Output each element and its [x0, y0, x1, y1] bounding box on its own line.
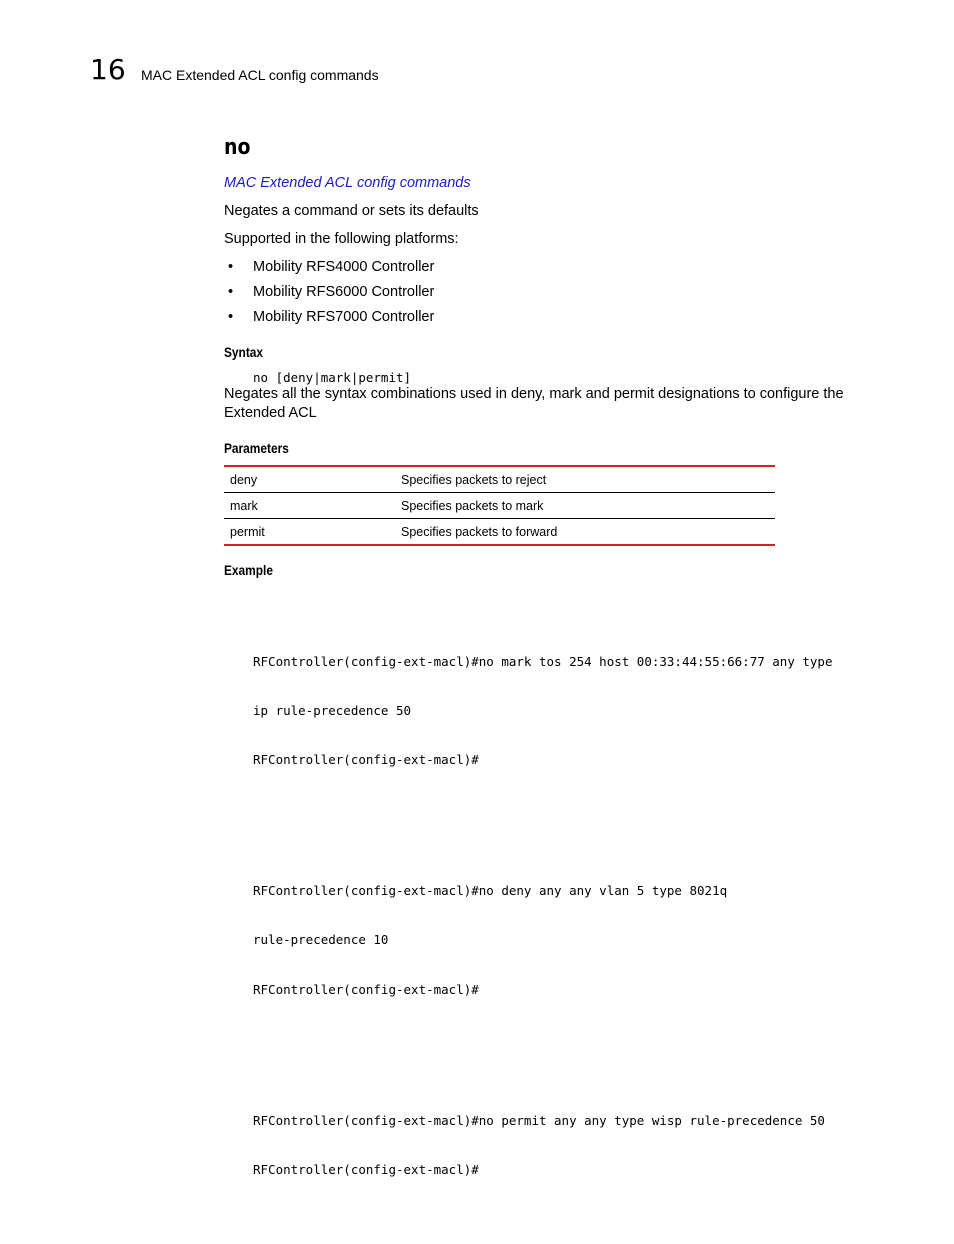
example-heading: Example	[224, 562, 273, 578]
param-name: mark	[224, 493, 395, 519]
code-line: RFController(config-ext-macl)#no mark tos 254 host 00:33:44:55:66:77 any type	[253, 653, 833, 669]
param-description: Specifies packets to reject	[401, 472, 547, 487]
list-item	[224, 283, 434, 308]
platforms-intro: Supported in the following platforms:	[224, 231, 459, 247]
platform-label: Mobility RFS6000 Controller	[253, 284, 435, 300]
param-name: deny	[230, 472, 258, 487]
page-title: no	[224, 135, 251, 160]
code-line: ip rule-precedence 50	[253, 702, 412, 718]
parameters-table	[224, 465, 775, 546]
parameters-heading: Parameters	[224, 440, 289, 456]
code-line: RFController(config-ext-macl)#	[253, 981, 479, 997]
example-group	[253, 621, 832, 801]
param-name: permit	[224, 519, 395, 546]
code-line: RFController(config-ext-macl)#no deny any any vlan 5 type 8021q	[253, 883, 728, 899]
platform-label: Mobility RFS7000 Controller	[253, 309, 435, 325]
code-line: RFController(config-ext-macl)#	[253, 1162, 479, 1178]
list-item	[224, 308, 434, 333]
table-row	[224, 493, 775, 519]
chapter-number: 16	[90, 53, 126, 86]
syntax-code: no [deny|mark|permit]	[253, 370, 412, 385]
command-description: Negates a command or sets its defaults	[224, 203, 479, 219]
code-line: RFController(config-ext-macl)#no permit any any type wisp rule-precedence 50	[253, 1112, 825, 1128]
param-description: Specifies packets to mark	[395, 493, 775, 519]
bullet-icon: •	[228, 259, 234, 275]
example-code-block	[253, 588, 832, 1244]
code-line: rule-precedence 10	[253, 932, 389, 948]
breadcrumb-link[interactable]: MAC Extended ACL config commands	[224, 175, 471, 191]
example-group	[253, 1080, 832, 1211]
platform-list	[224, 258, 434, 333]
syntax-heading: Syntax	[224, 344, 264, 360]
code-line: RFController(config-ext-macl)#	[253, 752, 479, 768]
bullet-icon: •	[228, 284, 234, 300]
platform-label: Mobility RFS4000 Controller	[253, 259, 435, 275]
list-item	[224, 258, 434, 283]
table-row	[224, 466, 775, 493]
syntax-description: Negates all the syntax combinations used in deny, mark and permit designations to configure the Extended ACL	[224, 386, 844, 421]
chapter-title: MAC Extended ACL config commands	[141, 67, 379, 83]
bullet-icon: •	[228, 309, 234, 325]
table-row	[224, 519, 775, 546]
example-group	[253, 850, 832, 1030]
param-description: Specifies packets to forward	[395, 519, 775, 546]
